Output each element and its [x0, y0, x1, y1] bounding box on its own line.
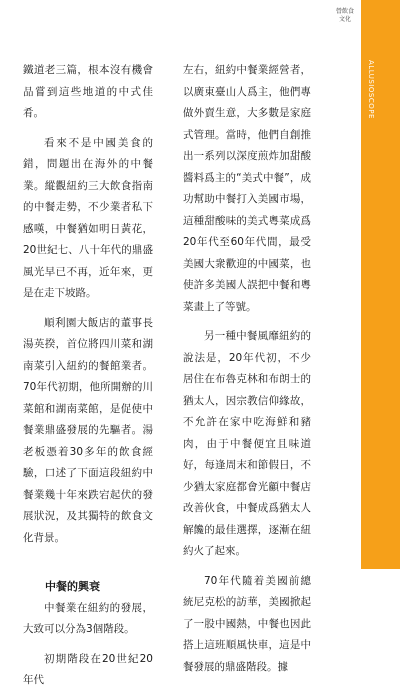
sidebar-vertical-text: ALLUSIOSCOPE: [367, 60, 375, 119]
paragraph: 順利園大飯店的董事長湯英揆，首位將四川菜和湖南菜引入紐約的餐館業者。70年代初期，他所開辦的川菜館和湖南菜館，是促使中餐業鼎盛發展的先驅者。湯老板憑着30多年的飲食經驗，口述了下面這段紐約中餐業幾十年來跌宕起伏的發展狀況，及其獨特的飲食文化背景。: [23, 316, 153, 544]
right-column: [183, 60, 311, 686]
paragraph: 中餐業在紐約的發展，大致可以分為3個階段。: [23, 601, 153, 635]
section-header-label: 營飲食文化: [335, 8, 354, 23]
paragraph: 看來不是中國美食的錯，問題出在海外的中餐業。縱觀紐約三大飲食指南的中餐走勢，不少業者私下感嘆，中餐猶如明日黃花，20世紀七、八十年代的鼎盛風光早已不再，近年來，更是在走下坡路。: [23, 136, 153, 299]
paragraph: 初期階段在20世紀20年代: [23, 652, 153, 686]
paragraph: 70年代隨着美國前總統尼克松的訪華，美國掀起了一股中國熱，中餐也因此搭上這班順風快車，這是中餐發展的鼎盛階段。據: [183, 574, 311, 673]
left-column: [23, 60, 153, 700]
paragraph: 鐵道老三篇，根本沒有機會品嘗到這些地道的中式佳肴。: [23, 64, 153, 119]
paragraph: 左右，紐約中餐業經營者，以廣東臺山人爲主，他們專做外賣生意，大多數是家庭式管理。當時，他們自創推出一系列以深度煎炸加甜酸醬料爲主的“美式中餐”，成功幫助中餐打入美國市場，這種甜酸味的美式粵菜成爲20年代至60年代間，最受美國大衆歡迎的中國菜，也使許多美國人誤把中餐和粵菜畫上了等號。: [183, 64, 311, 313]
paragraph: 另一種中餐風靡紐約的說法是，20年代初，不少居住在布魯克林和布朗士的猶太人，因宗教信仰緣故，不允許在家中吃海鮮和豬肉，由于中餐便宜且味道好，每逢周末和節假日，不少猶太家庭都會光顧中餐店改善伙食，中餐成爲猶太人解饞的最佳選擇，逐漸在紐約火了起來。: [183, 330, 311, 557]
section-heading: 中餐的興衰: [45, 580, 100, 593]
top-bar: [0, 0, 361, 29]
